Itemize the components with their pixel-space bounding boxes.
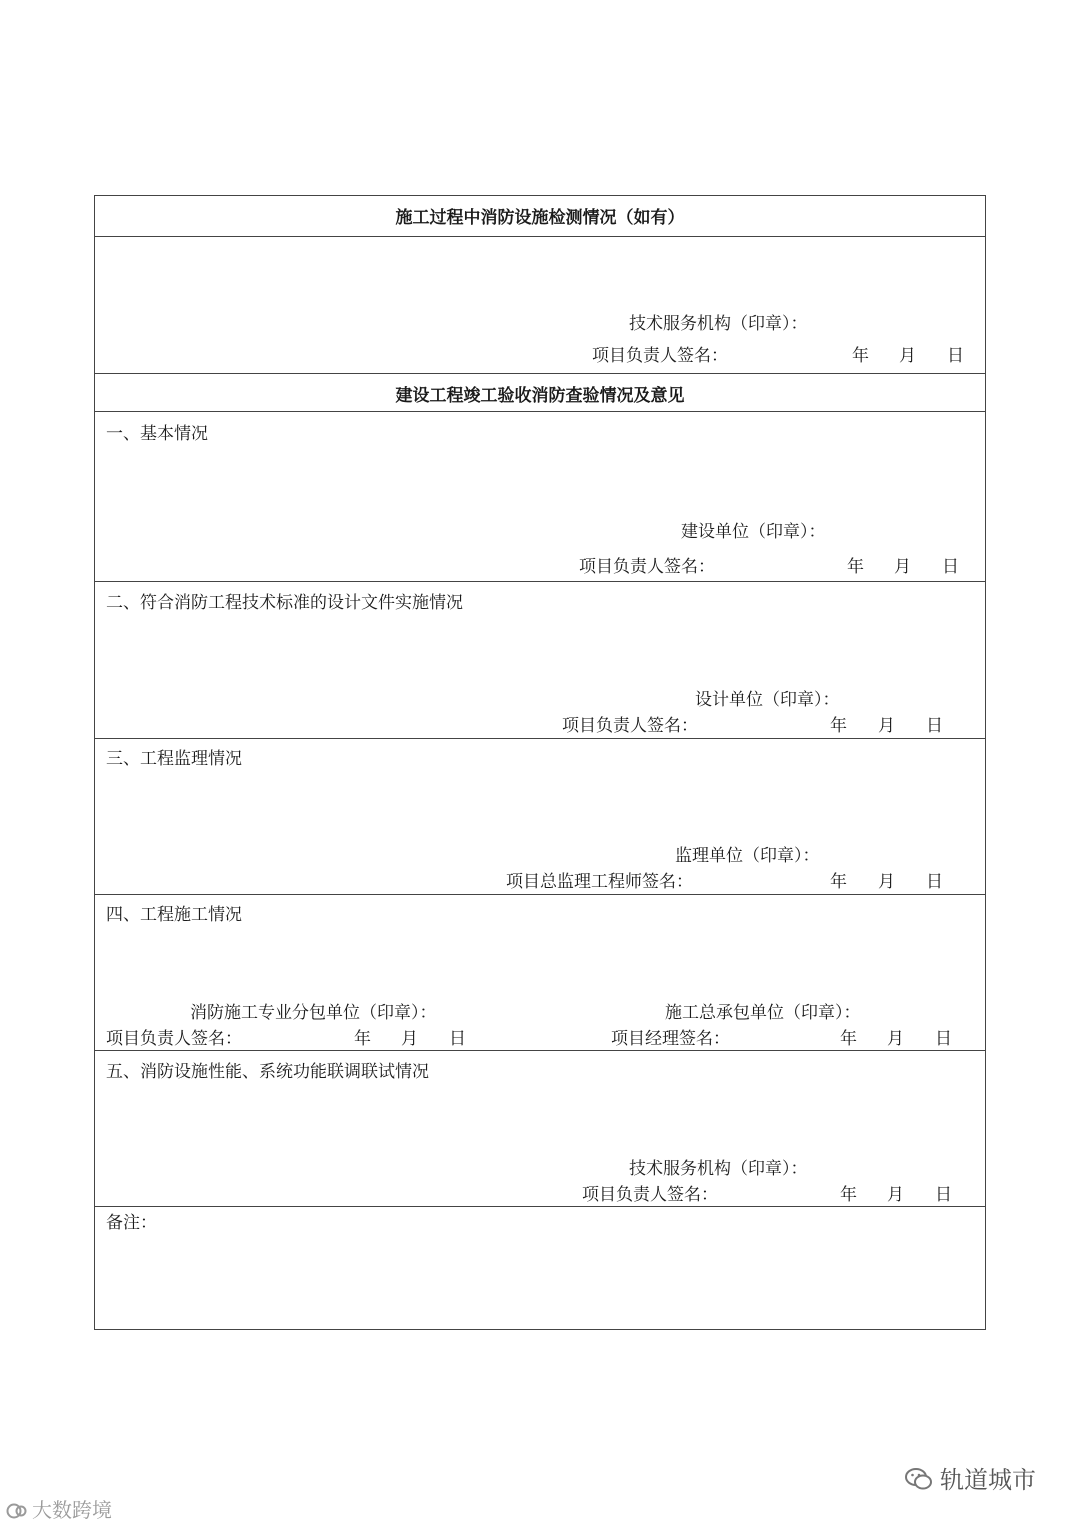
year-label: 年 xyxy=(852,346,869,366)
remarks-label: 备注： xyxy=(106,1213,157,1233)
day-label: 日 xyxy=(935,1029,952,1049)
divider xyxy=(95,581,985,582)
divider xyxy=(95,1206,985,1207)
subcontractor-signature-label: 项目负责人签名： xyxy=(106,1029,242,1049)
subcontractor-seal-label: 消防施工专业分包单位（印章）： xyxy=(190,1003,437,1023)
contractor-signature-label: 项目经理签名： xyxy=(611,1029,730,1049)
signature-label: 项目负责人签名： xyxy=(592,346,728,366)
year-label: 年 xyxy=(830,872,847,892)
day-label: 日 xyxy=(935,1185,952,1205)
day-label: 日 xyxy=(926,716,943,736)
contractor-seal-label: 施工总承包单位（印章）： xyxy=(665,1003,861,1023)
acceptance-form xyxy=(94,195,986,1330)
day-label: 日 xyxy=(449,1029,466,1049)
divider xyxy=(95,738,985,739)
watermark-right-text: 轨道城市 xyxy=(940,1466,1036,1494)
year-label: 年 xyxy=(840,1029,857,1049)
divider xyxy=(95,894,985,895)
divider xyxy=(95,236,985,237)
divider xyxy=(95,411,985,412)
month-label: 月 xyxy=(878,872,895,892)
month-label: 月 xyxy=(899,346,916,366)
section-title-acceptance: 建设工程竣工验收消防查验情况及意见 xyxy=(395,386,685,406)
year-label: 年 xyxy=(830,716,847,736)
month-label: 月 xyxy=(894,557,911,577)
month-label: 月 xyxy=(887,1029,904,1049)
wechat-icon xyxy=(904,1466,934,1492)
month-label: 月 xyxy=(878,716,895,736)
signature-label: 项目总监理工程师签名： xyxy=(506,872,693,892)
watermark-right xyxy=(904,1460,1036,1495)
watermark-left-text: 大数跨境 xyxy=(32,1498,112,1522)
section-heading-construction: 四、工程施工情况 xyxy=(106,905,242,925)
seal-label: 监理单位（印章）： xyxy=(675,846,820,866)
section-heading-basic: 一、基本情况 xyxy=(106,424,208,444)
seal-label: 技术服务机构（印章）： xyxy=(629,1159,808,1179)
year-label: 年 xyxy=(840,1185,857,1205)
watermark-logo-icon xyxy=(6,1501,28,1519)
seal-label: 设计单位（印章）： xyxy=(695,690,840,710)
month-label: 月 xyxy=(401,1029,418,1049)
signature-label: 项目负责人签名： xyxy=(562,716,698,736)
day-label: 日 xyxy=(942,557,959,577)
signature-label: 项目负责人签名： xyxy=(582,1185,718,1205)
section-heading-design: 二、符合消防工程技术标准的设计文件实施情况 xyxy=(106,593,463,613)
year-label: 年 xyxy=(847,557,864,577)
year-label: 年 xyxy=(354,1029,371,1049)
seal-label: 技术服务机构（印章）： xyxy=(629,314,808,334)
section-title-inspection: 施工过程中消防设施检测情况（如有） xyxy=(395,208,685,228)
section-heading-supervision: 三、工程监理情况 xyxy=(106,749,242,769)
divider xyxy=(95,1050,985,1051)
section-heading-joint-test: 五、消防设施性能、系统功能联调联试情况 xyxy=(106,1062,429,1082)
signature-label: 项目负责人签名： xyxy=(579,557,715,577)
seal-label: 建设单位（印章）： xyxy=(681,522,826,542)
day-label: 日 xyxy=(947,346,964,366)
day-label: 日 xyxy=(926,872,943,892)
month-label: 月 xyxy=(887,1185,904,1205)
divider xyxy=(95,373,985,374)
watermark-left xyxy=(6,1494,112,1523)
